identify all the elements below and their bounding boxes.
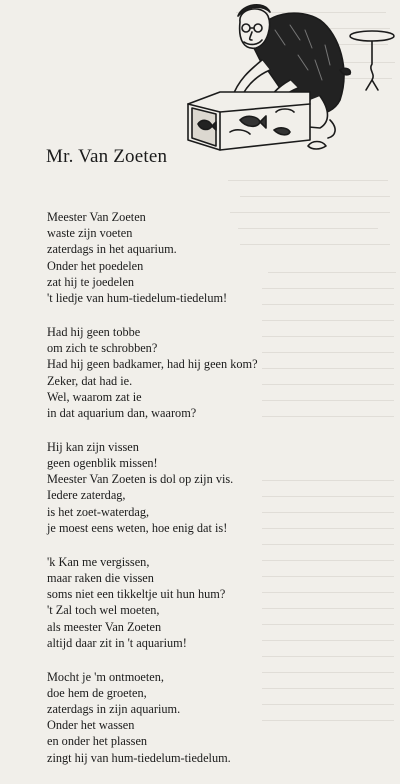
stanza-4: [47, 554, 392, 651]
poem-line: je moest eens weten, hoe enig dat is!: [47, 520, 228, 535]
stanza-2: [47, 324, 392, 421]
poem: [47, 209, 392, 784]
stanza-1: [47, 209, 392, 306]
poem-line: Zeker, dat had ie.: [47, 373, 133, 388]
poem-line: altijd daar zit in 't aquarium!: [47, 635, 187, 650]
poem-line: soms niet een tikkeltje uit hun hum?: [47, 587, 226, 602]
poem-line: Meester Van Zoeten: [47, 210, 146, 224]
poem-line: als meester Van Zoeten: [47, 619, 162, 634]
stanza-5: [47, 669, 392, 766]
poem-line: Wel, waarom zat ie: [47, 389, 142, 404]
poem-line: doe hem de groeten,: [47, 685, 147, 700]
poem-line: 't Zal toch wel moeten,: [47, 603, 160, 618]
poem-line: Meester Van Zoeten is dol op zijn vis.: [47, 472, 234, 487]
poem-line: zaterdags in het aquarium.: [47, 242, 177, 257]
poem-line: maar raken die vissen: [47, 570, 154, 585]
poem-line: zaterdags in zijn aquarium.: [47, 702, 181, 717]
poem-line: Onder het poedelen: [47, 258, 144, 273]
poem-line: waste zijn voeten: [47, 226, 133, 241]
poem-line: Onder het wassen: [47, 718, 135, 733]
poem-line: Had hij geen badkamer, had hij geen kom?: [47, 357, 258, 372]
poem-line: om zich te schrobben?: [47, 341, 158, 356]
poem-line: Iedere zaterdag,: [47, 488, 126, 503]
page-title: Mr. Van Zoeten: [46, 146, 168, 167]
poem-line: zingt hij van hum-tiedelum-tiedelum.: [47, 750, 231, 765]
poem-line: is het zoet-waterdag,: [47, 504, 150, 519]
poem-line: in dat aquarium dan, waarom?: [47, 405, 197, 420]
poem-line: zat hij te joedelen: [47, 274, 135, 289]
poem-line: 'k Kan me vergissen,: [47, 554, 150, 569]
poem-line: Mocht je 'm ontmoeten,: [47, 669, 164, 684]
poem-line: geen ogenblik missen!: [47, 456, 158, 471]
stanza-3: [47, 439, 392, 536]
poem-line: Had hij geen tobbe: [47, 324, 141, 339]
poem-line: en onder het plassen: [47, 734, 148, 749]
poem-line: Hij kan zijn vissen: [47, 439, 139, 454]
man-washing-feet-in-aquarium-icon: [180, 0, 400, 160]
poem-line: 't liedje van hum-tiedelum-tiedelum!: [47, 291, 228, 306]
